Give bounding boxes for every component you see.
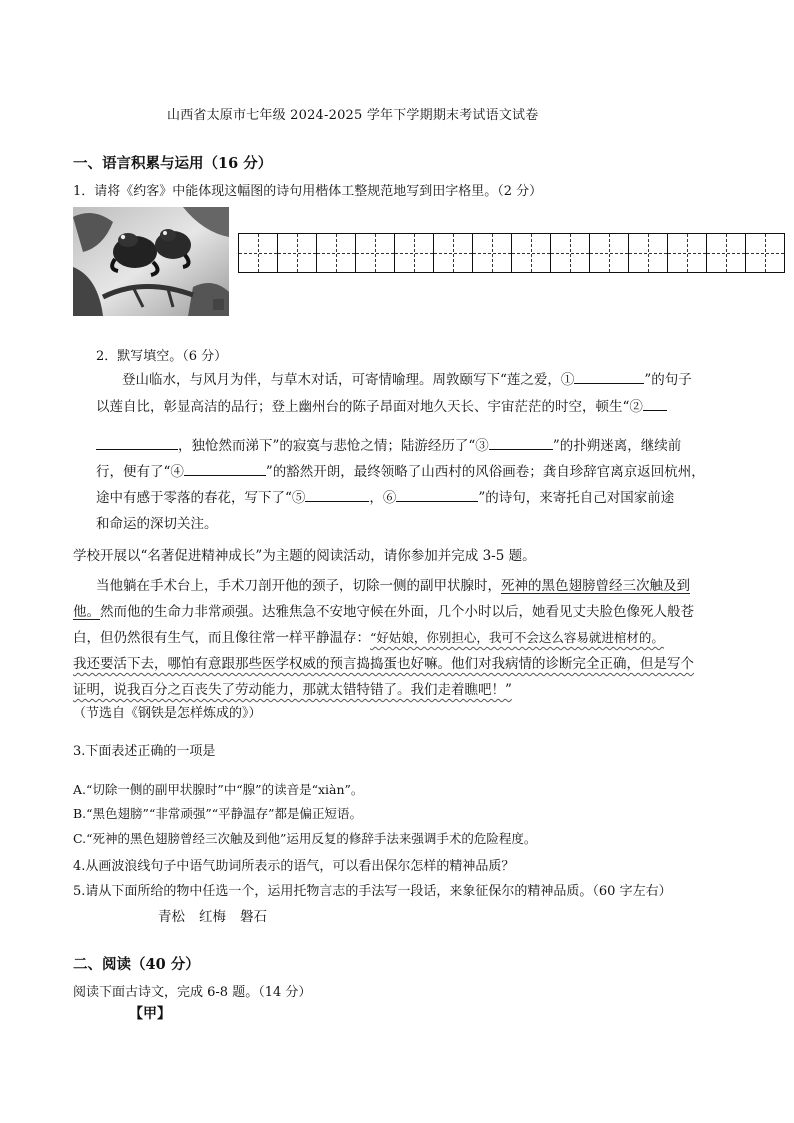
wavy-underlined-text: “好姑娘，你别担心，我可不会这么容易就进棺材的。 xyxy=(370,630,664,645)
text: 登山临水，与风月为伴，与草木对话，可寄情喻理。周敦颐写下“莲之爱，① xyxy=(122,372,575,388)
reading-intro: 学校开展以“名著促进精神成长”为主题的阅读活动，请你参加并完成 3-5 题。 xyxy=(73,548,536,564)
answer-blank-5[interactable] xyxy=(305,487,369,502)
question-5: 5.请从下面所给的物中任选一个，运用托物言志的手法写一段话，来象征保尔的精神品质。（60 字左右） xyxy=(73,884,672,899)
grid-cell[interactable] xyxy=(706,233,746,273)
passage-line-5 xyxy=(73,678,512,698)
passage-source: （节选自《钢铁是怎样炼成的》） xyxy=(73,706,262,721)
question-1: 1．请将《约客》中能体现这幅图的诗句用楷体工整规范地写到田字格里。（2 分） xyxy=(73,184,543,199)
question-4: 4.从画波浪线句子中语气助词所表示的语气，可以看出保尔怎样的精神品质？ xyxy=(73,859,515,874)
section-2-intro: 阅读下面古诗文，完成 6-8 题。（14 分） xyxy=(73,985,312,1000)
object-hongmei: 红梅 xyxy=(199,909,226,925)
section-2-heading: 二、阅读（40 分） xyxy=(73,956,200,973)
grid-cell[interactable] xyxy=(238,233,278,273)
passage-line-1 xyxy=(96,574,690,594)
text: 以莲自比，彰显高洁的品行；登上幽州台的陈子昂面对地久天长、宇宙茫茫的时空，顿生“② xyxy=(96,399,643,415)
text: ”的扑朔迷离，继续前 xyxy=(552,438,682,454)
grid-cell[interactable] xyxy=(316,233,356,273)
writing-grid[interactable] xyxy=(238,233,784,273)
grid-cell[interactable] xyxy=(667,233,707,273)
fill-line-2 xyxy=(96,395,667,415)
answer-blank-2b[interactable] xyxy=(96,435,178,450)
passage-line-4 xyxy=(73,652,694,672)
grid-cell[interactable] xyxy=(433,233,473,273)
fill-line-3 xyxy=(96,434,681,454)
passage-line-3 xyxy=(73,626,664,646)
sub-heading-jia: 【甲】 xyxy=(129,1006,171,1022)
page-title: 山西省太原市七年级 2024-2025 学年下学期期末考试语文试卷 xyxy=(167,108,539,123)
answer-blank-3[interactable] xyxy=(489,435,553,450)
object-qingsong: 青松 xyxy=(158,909,185,925)
text: ”的句子 xyxy=(644,372,692,388)
underlined-text: 死神的黑色翅膀曾经三次触及到 xyxy=(501,578,690,594)
grid-cell[interactable] xyxy=(745,233,785,273)
text: 白，但仍然很有生气，而且像往常一样平静温存： xyxy=(73,630,370,646)
passage-line-2 xyxy=(73,600,694,620)
grid-cell[interactable] xyxy=(277,233,317,273)
text: ”的豁然开朗，最终领略了山西村的风俗画卷；龚自珍辞官离京返回杭州， xyxy=(265,464,705,480)
grid-cell[interactable] xyxy=(511,233,551,273)
fill-line-4 xyxy=(96,460,705,480)
text: 行，便有了“④ xyxy=(96,464,184,480)
grid-cell[interactable] xyxy=(394,233,434,273)
text: ，独怆然而涕下”的寂寞与悲怆之情；陆游经历了“③ xyxy=(178,438,489,454)
frog-painting-image xyxy=(73,207,229,316)
answer-blank-4[interactable] xyxy=(184,461,266,476)
text: 途中有感于零落的春花，写下了“⑤ xyxy=(96,490,306,506)
answer-blank-1[interactable] xyxy=(574,369,644,384)
option-c[interactable]: C.“死神的黑色翅膀曾经三次触及到他”运用反复的修辞手法来强调手术的危险程度。 xyxy=(73,831,537,846)
fill-line-5 xyxy=(96,486,674,506)
question-3: 3.下面表述正确的一项是 xyxy=(73,744,216,759)
grid-cell[interactable] xyxy=(355,233,395,273)
text: ，⑥ xyxy=(369,490,397,506)
text: 然而他的生命力非常顽强。达雅焦急不安地守候在外面，几个小时以后，她看见丈夫脸色像死人般苍 xyxy=(100,604,694,620)
text: ”的诗句，来寄托自己对国家前途 xyxy=(478,490,675,506)
answer-blank-6[interactable] xyxy=(396,487,478,502)
option-a[interactable]: A.“切除一侧的副甲状腺时”中“腺”的读音是“xiàn”。 xyxy=(73,782,364,797)
grid-cell[interactable] xyxy=(550,233,590,273)
wavy-underlined-text: 证明，说我百分之百丧失了劳动能力，那就太错特错了。我们走着瞧吧！” xyxy=(73,682,512,698)
grid-cell[interactable] xyxy=(628,233,668,273)
section-1-heading: 一、语言积累与运用（16 分） xyxy=(73,155,273,172)
object-panshi: 磐石 xyxy=(240,909,267,925)
wavy-underlined-text: 我还要活下去，哪怕有意跟那些医学权威的预言捣捣蛋也好嘛。他们对我病情的诊断完全正确，但是写个 xyxy=(73,656,694,672)
underlined-text: 他。 xyxy=(73,604,100,620)
question-2: 2．默写填空。（6 分） xyxy=(96,349,228,364)
grid-cell[interactable] xyxy=(589,233,629,273)
option-b[interactable]: B.“黑色翅膀”“非常顽强”“平静温存”都是偏正短语。 xyxy=(73,806,363,821)
fill-line-1 xyxy=(122,368,692,388)
answer-blank-2[interactable] xyxy=(643,396,667,411)
grid-cell[interactable] xyxy=(472,233,512,273)
object-choices xyxy=(158,905,267,925)
fill-line-6: 和命运的深切关注。 xyxy=(96,516,218,532)
text: 当他躺在手术台上，手术刀剖开他的颈子，切除一侧的副甲状腺时， xyxy=(96,578,501,594)
